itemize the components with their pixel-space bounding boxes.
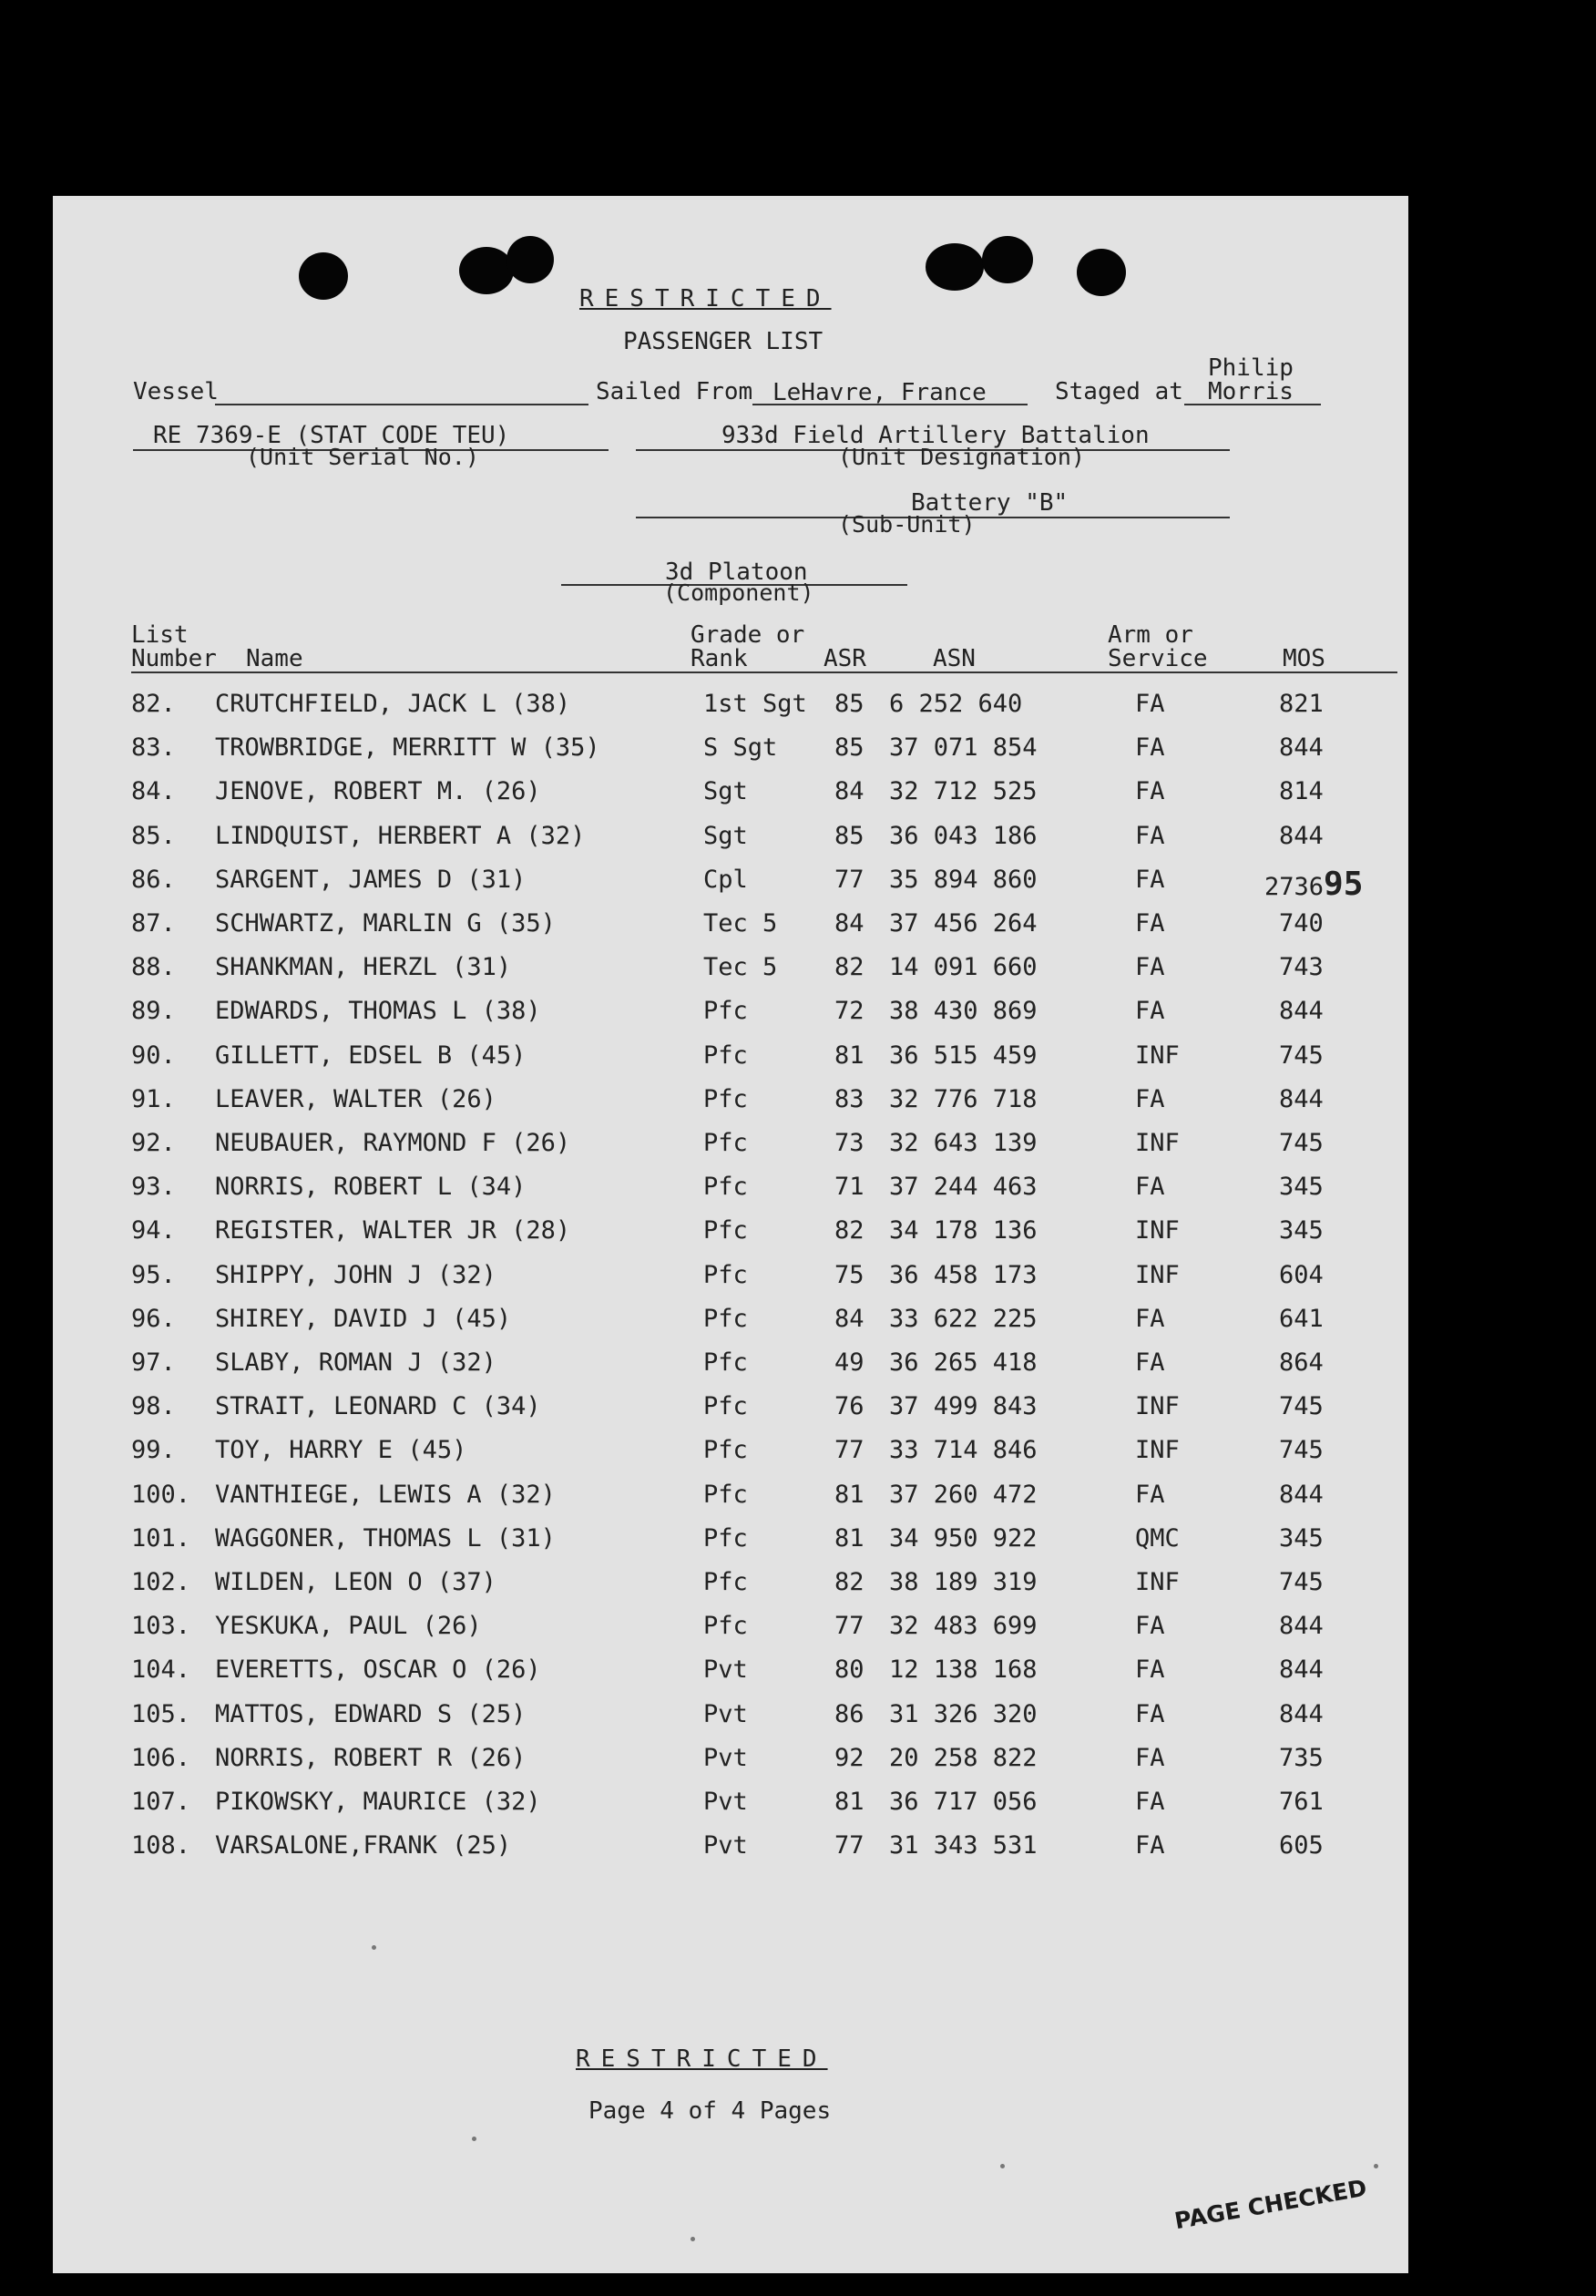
row-mos: 345 <box>1279 1173 1324 1202</box>
row-number: 86. <box>131 865 176 894</box>
row-asn: 37 499 843 <box>889 1392 1038 1421</box>
row-arm: FA <box>1135 1612 1165 1641</box>
row-rank: Pfc <box>703 1129 748 1157</box>
row-rank: Pvt <box>703 1743 748 1772</box>
row-number: 99. <box>131 1436 176 1465</box>
row-arm: INF <box>1135 1392 1180 1421</box>
row-mos-base: 2736 <box>1264 872 1325 901</box>
row-arm: FA <box>1135 865 1165 894</box>
vessel-underline <box>215 404 588 405</box>
row-mos: 844 <box>1279 1480 1324 1509</box>
row-number: 102. <box>131 1568 191 1596</box>
col-list-number-1: List <box>131 621 189 649</box>
row-name: VARSALONE,FRANK (25) <box>215 1831 512 1860</box>
col-grade-2: Rank <box>691 645 748 672</box>
row-mos: 844 <box>1279 733 1324 763</box>
page-checked-stamp: PAGE CHECKED <box>1172 2174 1369 2235</box>
row-arm: FA <box>1135 690 1165 718</box>
row-rank: Cpl <box>703 865 748 894</box>
row-rank: Tec 5 <box>703 909 778 938</box>
row-arm: FA <box>1135 1743 1165 1772</box>
row-name: NORRIS, ROBERT L (34) <box>215 1173 527 1202</box>
sub-unit-value: Battery "B" <box>911 489 1069 517</box>
row-number: 82. <box>131 690 176 718</box>
row-asr: 77 <box>834 1612 864 1641</box>
row-number: 96. <box>131 1304 176 1333</box>
row-arm: INF <box>1135 1260 1180 1289</box>
row-asr: 84 <box>834 777 864 806</box>
row-asr: 84 <box>834 1304 864 1333</box>
row-mos: 844 <box>1279 1612 1324 1641</box>
speck <box>691 2237 695 2241</box>
table-row <box>53 1041 1408 1074</box>
row-name: TROWBRIDGE, MERRITT W (35) <box>215 733 600 763</box>
row-asn: 37 071 854 <box>889 733 1038 763</box>
row-arm: QMC <box>1135 1523 1180 1553</box>
row-name: GILLETT, EDSEL B (45) <box>215 1040 527 1070</box>
row-arm: FA <box>1135 777 1165 806</box>
row-asr: 92 <box>834 1743 864 1772</box>
row-rank: 1st Sgt <box>703 690 807 718</box>
table-row <box>53 1348 1408 1381</box>
col-arm-2: Service <box>1108 645 1208 672</box>
row-asn: 36 043 186 <box>889 821 1038 850</box>
row-number: 106. <box>131 1743 191 1772</box>
row-asn: 37 456 264 <box>889 909 1038 938</box>
component-value: 3d Platoon <box>665 559 808 586</box>
table-row <box>53 953 1408 986</box>
row-arm: FA <box>1135 1831 1165 1860</box>
row-name: SHANKMAN, HERZL (31) <box>215 953 512 982</box>
unit-serial-value: RE 7369-E (STAT CODE TEU) <box>153 422 510 449</box>
row-number: 94. <box>131 1216 176 1245</box>
row-rank: Pfc <box>703 1480 748 1509</box>
row-mos: 345 <box>1279 1216 1324 1245</box>
row-mos: 814 <box>1279 777 1324 806</box>
row-arm: FA <box>1135 953 1165 982</box>
row-arm: INF <box>1135 1436 1180 1465</box>
row-rank: Pfc <box>703 1260 748 1289</box>
row-arm: FA <box>1135 1788 1165 1816</box>
row-arm: FA <box>1135 1304 1165 1333</box>
row-asn: 38 189 319 <box>889 1568 1038 1596</box>
row-asn: 32 643 139 <box>889 1129 1038 1157</box>
speck <box>372 1945 376 1950</box>
row-number: 93. <box>131 1173 176 1202</box>
table-row <box>53 997 1408 1030</box>
row-asn: 34 178 136 <box>889 1216 1038 1245</box>
row-asn: 36 265 418 <box>889 1348 1038 1377</box>
restricted-footer: RESTRICTED <box>576 2045 828 2073</box>
row-number: 88. <box>131 953 176 982</box>
row-rank: Pvt <box>703 1831 748 1860</box>
row-rank: Pfc <box>703 1348 748 1377</box>
row-name: LEAVER, WALTER (26) <box>215 1084 496 1113</box>
row-rank: Pfc <box>703 1304 748 1333</box>
row-name: EDWARDS, THOMAS L (38) <box>215 997 541 1026</box>
row-mos: 844 <box>1279 821 1324 850</box>
table-row <box>53 1744 1408 1777</box>
row-asn: 38 430 869 <box>889 997 1038 1026</box>
row-arm: FA <box>1135 1173 1165 1202</box>
row-name: TOY, HARRY E (45) <box>215 1436 467 1465</box>
table-row <box>53 1392 1408 1425</box>
row-number: 97. <box>131 1348 176 1377</box>
row-asr: 73 <box>834 1129 864 1157</box>
row-mos: 745 <box>1279 1436 1324 1465</box>
row-asn: 20 258 822 <box>889 1743 1038 1772</box>
row-rank: Pvt <box>703 1788 748 1816</box>
row-rank: Pvt <box>703 1699 748 1728</box>
row-mos <box>1264 866 1363 903</box>
row-rank: Pfc <box>703 1216 748 1245</box>
row-rank: Sgt <box>703 777 748 806</box>
table-row <box>53 1173 1408 1205</box>
row-mos: 604 <box>1279 1260 1324 1289</box>
row-name: EVERETTS, OSCAR O (26) <box>215 1655 541 1685</box>
row-name: VANTHIEGE, LEWIS A (32) <box>215 1480 556 1509</box>
row-asn: 14 091 660 <box>889 953 1038 982</box>
row-rank: Pfc <box>703 1568 748 1596</box>
row-asr: 85 <box>834 690 864 718</box>
sailed-from-value: LeHavre, France <box>772 379 987 406</box>
col-list-number-2: Number <box>131 645 217 672</box>
row-number: 107. <box>131 1788 191 1816</box>
row-mos: 745 <box>1279 1392 1324 1421</box>
row-asn: 33 714 846 <box>889 1436 1038 1465</box>
row-mos: 844 <box>1279 1084 1324 1113</box>
page-info: Page 4 of 4 Pages <box>588 2097 832 2125</box>
row-asn: 37 244 463 <box>889 1173 1038 1202</box>
row-number: 105. <box>131 1699 191 1728</box>
punch-hole <box>982 236 1033 283</box>
component-caption: (Component) <box>663 579 814 606</box>
row-number: 91. <box>131 1084 176 1113</box>
row-number: 85. <box>131 821 176 850</box>
col-mos: MOS <box>1283 645 1325 672</box>
table-row <box>53 1524 1408 1557</box>
row-asr: 82 <box>834 1216 864 1245</box>
row-mos: 641 <box>1279 1304 1324 1333</box>
row-rank: Pfc <box>703 1392 748 1421</box>
row-mos: 864 <box>1279 1348 1324 1377</box>
punch-hole <box>299 252 348 300</box>
row-asn: 31 343 531 <box>889 1831 1038 1860</box>
row-arm: FA <box>1135 1084 1165 1113</box>
punch-hole <box>926 243 984 291</box>
row-asn: 36 458 173 <box>889 1260 1038 1289</box>
row-asr: 75 <box>834 1260 864 1289</box>
speck <box>1374 2164 1378 2168</box>
row-asn: 31 326 320 <box>889 1699 1038 1728</box>
unit-serial-caption: (Unit Serial No.) <box>246 444 479 470</box>
row-name: JENOVE, ROBERT M. (26) <box>215 777 541 806</box>
row-arm: FA <box>1135 909 1165 938</box>
row-number: 101. <box>131 1523 191 1553</box>
row-mos: 761 <box>1279 1788 1324 1816</box>
row-arm: FA <box>1135 1480 1165 1509</box>
table-row <box>53 690 1408 723</box>
row-arm: INF <box>1135 1216 1180 1245</box>
row-asr: 77 <box>834 1831 864 1860</box>
table-row <box>53 909 1408 942</box>
table-row <box>53 822 1408 855</box>
row-asr: 81 <box>834 1788 864 1816</box>
row-asn: 34 950 922 <box>889 1523 1038 1553</box>
row-asr: 85 <box>834 821 864 850</box>
row-asr: 82 <box>834 1568 864 1596</box>
row-number: 83. <box>131 733 176 763</box>
row-name: SHIREY, DAVID J (45) <box>215 1304 512 1333</box>
row-asn: 12 138 168 <box>889 1655 1038 1685</box>
row-number: 92. <box>131 1129 176 1157</box>
row-mos: 743 <box>1279 953 1324 982</box>
unit-designation-value: 933d Field Artillery Battalion <box>721 422 1150 449</box>
row-rank: Pfc <box>703 1040 748 1070</box>
row-mos: 844 <box>1279 1699 1324 1728</box>
row-name: NORRIS, ROBERT R (26) <box>215 1743 527 1772</box>
table-row <box>53 1788 1408 1820</box>
row-name: NEUBAUER, RAYMOND F (26) <box>215 1129 571 1157</box>
table-row <box>53 1655 1408 1688</box>
row-number: 95. <box>131 1260 176 1289</box>
row-asr: 81 <box>834 1040 864 1070</box>
row-asr: 77 <box>834 865 864 894</box>
row-asr: 84 <box>834 909 864 938</box>
col-name: Name <box>246 645 303 672</box>
row-number: 84. <box>131 777 176 806</box>
row-asr: 72 <box>834 997 864 1026</box>
row-rank: Pfc <box>703 1523 748 1553</box>
table-row <box>53 1568 1408 1601</box>
punch-hole <box>506 236 554 283</box>
row-number: 89. <box>131 997 176 1026</box>
table-row <box>53 1481 1408 1513</box>
row-rank: S Sgt <box>703 733 778 763</box>
row-number: 100. <box>131 1480 191 1509</box>
row-name: SLABY, ROMAN J (32) <box>215 1348 496 1377</box>
row-name: SCHWARTZ, MARLIN G (35) <box>215 909 556 938</box>
row-arm: FA <box>1135 1348 1165 1377</box>
row-mos: 740 <box>1279 909 1324 938</box>
row-number: 103. <box>131 1612 191 1641</box>
speck <box>1000 2164 1005 2168</box>
vessel-label: Vessel <box>133 378 219 405</box>
row-name: SHIPPY, JOHN J (32) <box>215 1260 496 1289</box>
row-arm: INF <box>1135 1568 1180 1596</box>
row-mos: 745 <box>1279 1568 1324 1596</box>
row-rank: Sgt <box>703 821 748 850</box>
row-mos: 345 <box>1279 1523 1324 1553</box>
row-asr: 80 <box>834 1655 864 1685</box>
restricted-header: RESTRICTED <box>579 285 832 313</box>
row-arm: FA <box>1135 1655 1165 1685</box>
row-arm: INF <box>1135 1040 1180 1070</box>
row-number: 108. <box>131 1831 191 1860</box>
sub-unit-caption: (Sub-Unit) <box>838 511 976 538</box>
row-number: 98. <box>131 1392 176 1421</box>
row-asr: 49 <box>834 1348 864 1377</box>
row-asn: 32 712 525 <box>889 777 1038 806</box>
row-name: LINDQUIST, HERBERT A (32) <box>215 821 586 850</box>
table-row <box>53 1216 1408 1249</box>
punch-hole <box>459 247 514 294</box>
table-row <box>53 1305 1408 1338</box>
row-asr: 81 <box>834 1523 864 1553</box>
row-name: WILDEN, LEON O (37) <box>215 1568 496 1596</box>
staged-at-value-1: Philip <box>1208 354 1294 382</box>
row-asr: 82 <box>834 953 864 982</box>
row-name: REGISTER, WALTER JR (28) <box>215 1216 571 1245</box>
row-asr: 86 <box>834 1699 864 1728</box>
row-number: 90. <box>131 1040 176 1070</box>
sailed-from-label: Sailed From <box>596 378 753 405</box>
table-row <box>53 1831 1408 1864</box>
row-name: CRUTCHFIELD, JACK L (38) <box>215 690 571 718</box>
row-rank: Pfc <box>703 1612 748 1641</box>
col-grade-1: Grade or <box>691 621 805 649</box>
row-asn: 32 776 718 <box>889 1084 1038 1113</box>
row-mos: 821 <box>1279 690 1324 718</box>
staged-at-label: Staged at <box>1055 378 1183 405</box>
table-row <box>53 1436 1408 1469</box>
row-asr: 71 <box>834 1173 864 1202</box>
header-underline <box>131 671 1397 673</box>
row-mos: 605 <box>1279 1831 1324 1860</box>
table-row <box>53 1700 1408 1733</box>
row-arm: FA <box>1135 1699 1165 1728</box>
row-asn: 6 252 640 <box>889 690 1023 718</box>
row-asn: 35 894 860 <box>889 865 1038 894</box>
row-mos-extra: 95 <box>1324 865 1364 903</box>
row-mos: 844 <box>1279 997 1324 1026</box>
row-rank: Pvt <box>703 1655 748 1685</box>
punch-hole <box>1077 249 1126 296</box>
table-row <box>53 1129 1408 1162</box>
row-name: STRAIT, LEONARD C (34) <box>215 1392 541 1421</box>
speck <box>472 2137 476 2141</box>
row-rank: Pfc <box>703 1173 748 1202</box>
row-arm: FA <box>1135 997 1165 1026</box>
table-row <box>53 777 1408 810</box>
row-rank: Tec 5 <box>703 953 778 982</box>
row-mos: 844 <box>1279 1655 1324 1685</box>
row-name: PIKOWSKY, MAURICE (32) <box>215 1788 541 1816</box>
table-row <box>53 1612 1408 1645</box>
row-asn: 33 622 225 <box>889 1304 1038 1333</box>
passenger-list-title: PASSENGER LIST <box>623 328 824 355</box>
row-asr: 77 <box>834 1436 864 1465</box>
staged-at-value-2: Morris <box>1208 378 1294 405</box>
row-mos: 745 <box>1279 1040 1324 1070</box>
row-asr: 76 <box>834 1392 864 1421</box>
col-arm-1: Arm or <box>1108 621 1193 649</box>
row-rank: Pfc <box>703 1084 748 1113</box>
row-number: 104. <box>131 1655 191 1685</box>
row-rank: Pfc <box>703 997 748 1026</box>
row-name: MATTOS, EDWARD S (25) <box>215 1699 527 1728</box>
row-asn: 36 717 056 <box>889 1788 1038 1816</box>
row-asn: 37 260 472 <box>889 1480 1038 1509</box>
row-arm: INF <box>1135 1129 1180 1157</box>
col-asn: ASN <box>933 645 976 672</box>
unit-designation-caption: (Unit Designation) <box>838 444 1085 470</box>
table-row <box>53 733 1408 766</box>
row-arm: FA <box>1135 821 1165 850</box>
col-asr: ASR <box>824 645 866 672</box>
row-name: WAGGONER, THOMAS L (31) <box>215 1523 556 1553</box>
row-mos: 735 <box>1279 1743 1324 1772</box>
row-asn: 36 515 459 <box>889 1040 1038 1070</box>
row-rank: Pfc <box>703 1436 748 1465</box>
row-arm: FA <box>1135 733 1165 763</box>
row-asn: 32 483 699 <box>889 1612 1038 1641</box>
row-asr: 83 <box>834 1084 864 1113</box>
table-row <box>53 1085 1408 1118</box>
table-row <box>53 1261 1408 1294</box>
row-mos: 745 <box>1279 1129 1324 1157</box>
table-row <box>53 865 1408 903</box>
row-asr: 85 <box>834 733 864 763</box>
row-asr: 81 <box>834 1480 864 1509</box>
row-name: YESKUKA, PAUL (26) <box>215 1612 482 1641</box>
document-page <box>53 196 1408 2273</box>
row-number: 87. <box>131 909 176 938</box>
row-name: SARGENT, JAMES D (31) <box>215 865 527 894</box>
